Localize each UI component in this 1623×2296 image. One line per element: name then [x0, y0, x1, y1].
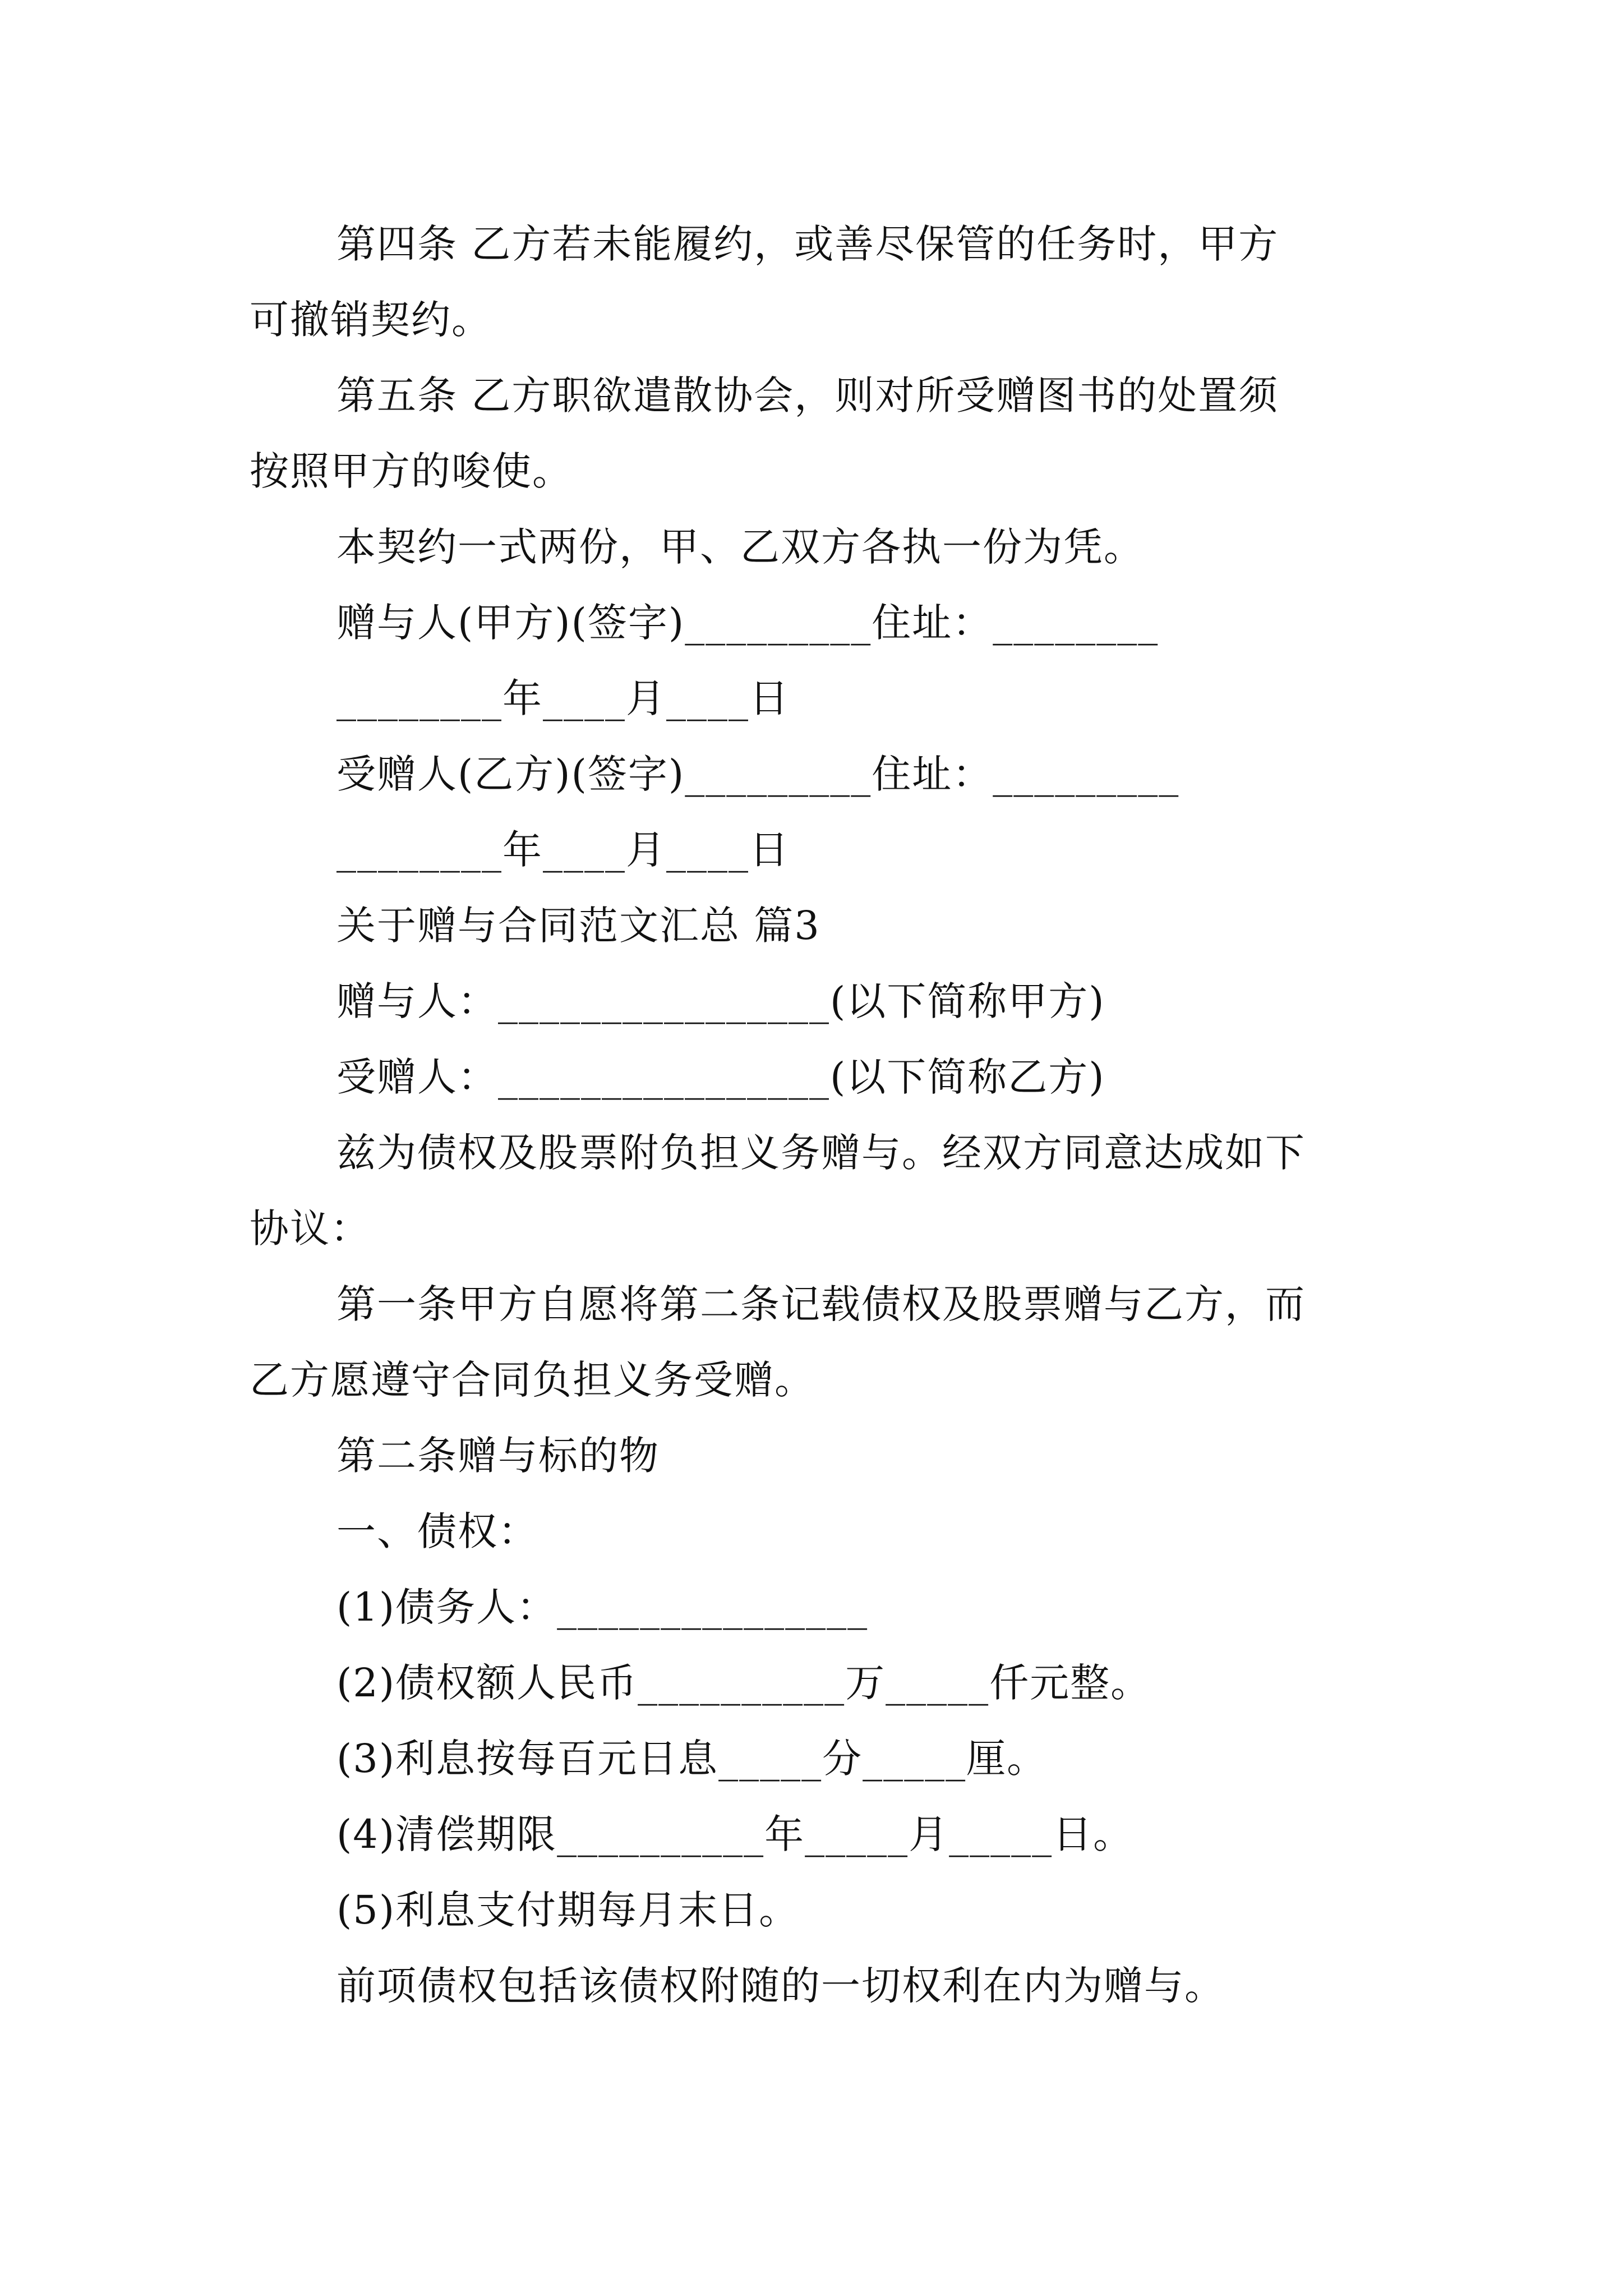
- text-line-article-5-b: 按照甲方的唆使。: [250, 448, 573, 494]
- text-line-claims: 一、债权：: [336, 1508, 538, 1554]
- text-line-intro-a: 兹为债权及股票附负担义务赠与。经双方同意达成如下: [336, 1130, 1306, 1176]
- text-line-article-5-a: 第五条 乙方职欲遣散协会，则对所受赠图书的处置须: [336, 372, 1279, 418]
- text-line-donee-date: ________年____月____日: [336, 827, 790, 873]
- text-line-article-4-b: 可撤销契约。: [250, 297, 492, 343]
- text-line-donor-date: ________年____月____日: [336, 675, 790, 721]
- text-line-item-5: (5)利息支付期每月末日。: [336, 1887, 800, 1933]
- text-line-donee-sign: 受赠人(乙方)(签字)_________住址：_________: [336, 751, 1180, 797]
- text-line-item-1: (1)债务人：_______________: [336, 1584, 869, 1630]
- text-line-intro-b: 协议：: [250, 1205, 371, 1251]
- text-line-donor: 赠与人：________________(以下简称甲方): [336, 978, 1105, 1024]
- text-line-article-2: 第二条赠与标的物: [336, 1433, 660, 1479]
- text-line-item-2: (2)债权额人民币__________万_____仟元整。: [336, 1660, 1151, 1706]
- text-line-item-4: (4)清偿期限__________年_____月_____日。: [336, 1811, 1134, 1857]
- text-line-donee: 受赠人：________________(以下简称乙方): [336, 1054, 1105, 1100]
- text-line-final: 前项债权包括该债权附随的一切权利在内为赠与。: [336, 1963, 1225, 2009]
- text-line-copies: 本契约一式两份，甲、乙双方各执一份为凭。: [336, 524, 1144, 570]
- text-line-donor-sign: 赠与人(甲方)(签字)_________住址：________: [336, 600, 1159, 646]
- text-line-article-1-a: 第一条甲方自愿将第二条记载债权及股票赠与乙方，而: [336, 1281, 1306, 1327]
- section-heading: 关于赠与合同范文汇总 篇3: [336, 903, 820, 949]
- text-line-item-3: (3)利息按每百元日息_____分_____厘。: [336, 1736, 1048, 1782]
- text-line-article-4-a: 第四条 乙方若未能履约，或善尽保管的任务时，甲方: [336, 221, 1279, 267]
- text-line-article-1-b: 乙方愿遵守合同负担义务受赠。: [250, 1357, 815, 1403]
